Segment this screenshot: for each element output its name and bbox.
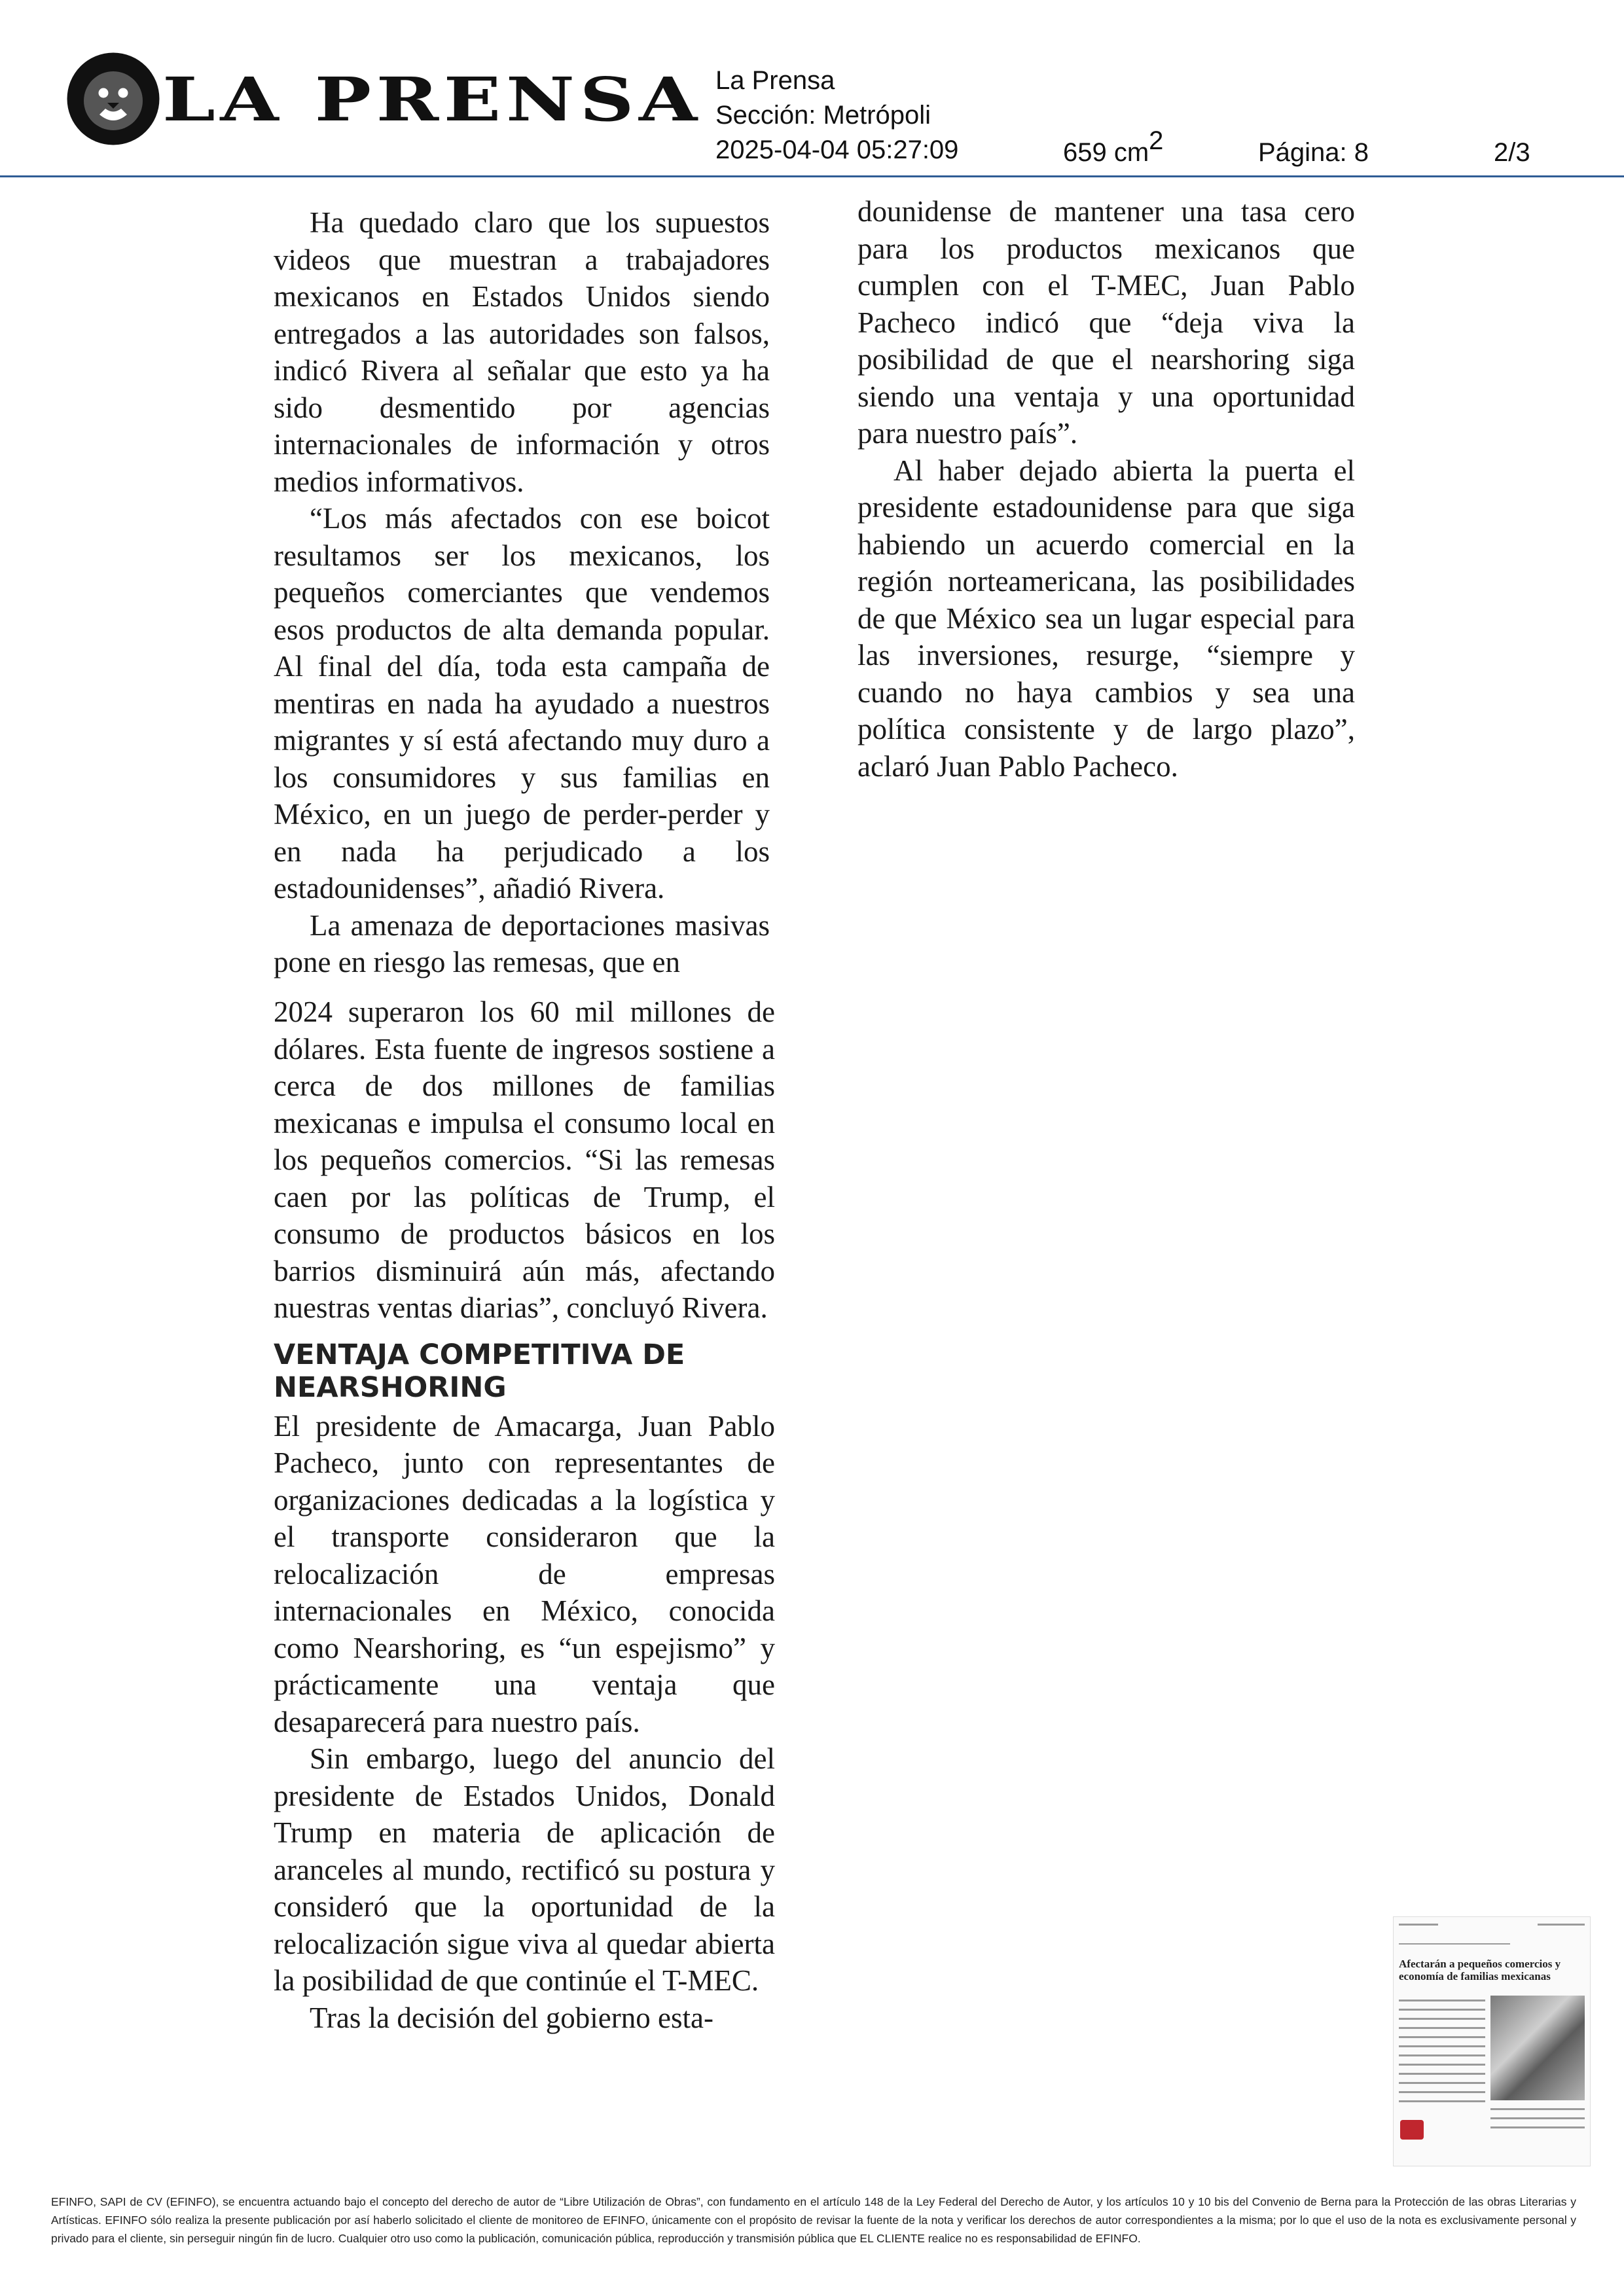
paragraph: “Los más afectados con ese boicot resultamos ser los mexicanos, los pequeños comerciantes que vendemos esos productos de alta demanda popular. Al final del día, toda esta campaña de mentiras en nada ha ayudado a nuestros migrantes y sí está afectando muy duro a los consumidores y sus familias en México, en un juego de perder-perder y en nada ha perjudicado a los estadounidenses”, añadió Rivera. <box>274 502 770 905</box>
paragraph: Tras la decisión del gobierno esta- <box>310 2001 713 2034</box>
paragraph: Ha quedado claro que los supuestos videos que muestran a trabajadores mexicanos en Estados Unidos siendo entregados a las autoridades son falsos, indicó Rivera al señalar que esto ya ha sido desmentido por agencias internacionales de información y otros medios informativos. <box>274 206 770 498</box>
area-value: 659 cm <box>1063 138 1149 167</box>
thumb-logo-icon <box>1400 2120 1424 2140</box>
thumb-text-line <box>1399 2036 1485 2038</box>
header-divider <box>0 175 1624 177</box>
paragraph: Sin embargo, luego del anuncio del presidente de Estados Unidos, Donald Trump en materia de aplicación de aranceles al mundo, rectificó su postura y consideró que la oportunidad de la relocalización sigue viva al quedar abierta la posibilidad de que continúe el T-MEC. <box>274 1742 775 1997</box>
article-column-1 <box>274 204 770 981</box>
thumb-text-line <box>1399 2045 1485 2047</box>
paragraph: Al haber dejado abierta la puerta el presidente estadounidense para que siga habiendo un acuerdo comercial en la región norteamericana, las posibilidades de que México sea un lugar especial para las inversiones, resurge, “siempre y cuando no haya cambios y sea una política consistente y de largo plazo”, aclaró Juan Pablo Pacheco. <box>857 454 1355 783</box>
page-number: Página: 8 <box>1258 138 1369 167</box>
thumb-masthead-line <box>1538 1924 1585 1926</box>
thumb-text-line <box>1490 2108 1585 2110</box>
thumb-headline: Afectarán a pequeños comercios y economía de familias mexicanas <box>1399 1958 1561 1982</box>
thumb-text-line <box>1399 2100 1485 2102</box>
lion-head-icon <box>64 50 162 148</box>
thumb-text-line <box>1399 2054 1485 2056</box>
thumb-text-line <box>1399 2064 1485 2066</box>
paragraph: El presidente de Amacarga, Juan Pablo Pacheco, junto con representantes de organizaciones dedicadas a la logística y el transporte consideraron que la relocalización de empresas internacionales en México, conocida como Nearshoring, es “un espejismo” y prácticamente una ventaja que desaparecerá para nuestro país. <box>274 1409 775 1738</box>
page-fraction: 2/3 <box>1494 138 1530 167</box>
article-column-3 <box>857 193 1355 785</box>
thumb-text-line <box>1399 2027 1485 2029</box>
thumb-photo <box>1490 1996 1585 2100</box>
copyright-disclaimer: EFINFO, SAPI de CV (EFINFO), se encuentra actuando bajo el concepto del derecho de autor de “Libre Utilización de Obras”, con fundamento en el artículo 148 de la Ley Federal del Derecho de Autor, y los artículos 10 y 10 bis del Convenio de Berna para la Protección de las obras Literarias y Artísticas. EFINFO sólo realiza la presente publicación por así haberlo solicitado el cliente de monitoreo de EFINFO, únicamente con el propósito de revisar la fuente de la nota y verificar los derechos de autor correspondientes a la misma; por lo que el uso de la nota es exclusivamente personal y privado para el cliente, sin perseguir ningún fin de lucro. Cualquier otro uso como la publicación, comunicación pública, reproducción y transmisión pública que EL CLIENTE realice no es responsabilidad de EFINFO. <box>51 2195 1576 2245</box>
brand-wordmark: LA PRENSA <box>162 64 702 135</box>
thumb-text-line <box>1399 2091 1485 2093</box>
publication-name: La Prensa <box>715 66 835 95</box>
newspaper-logo <box>64 47 702 152</box>
thumb-text-line <box>1399 2000 1485 2001</box>
section-label: Sección: Metrópoli <box>715 101 931 130</box>
paragraph: 2024 superaron los 60 mil millones de dólares. Esta fuente de ingresos sostiene a cerca de dos millones de familias mexicanas e impulsa el consumo local en los pequeños comercios. “Si las remesas caen por las políticas de Trump, el consumo de productos básicos en los barrios disminuirá aún más, afectando nuestras ventas diarias”, concluyó Rivera. <box>274 996 775 1324</box>
thumb-text-line <box>1399 2073 1485 2075</box>
thumb-kicker-line <box>1399 1943 1510 1945</box>
article-area <box>1063 126 1164 168</box>
article-column-2 <box>274 994 775 2036</box>
thumb-text-line <box>1399 2009 1485 2011</box>
thumb-text-line <box>1490 2117 1585 2119</box>
thumb-masthead-line <box>1399 1924 1438 1926</box>
thumb-text-line <box>1490 2126 1585 2128</box>
section-subheading: VENTAJA COMPETITIVA DE NEARSHORING <box>274 1338 685 1404</box>
thumb-text-line <box>1399 2018 1485 2020</box>
thumb-text-line <box>1399 2082 1485 2084</box>
area-exponent: 2 <box>1149 126 1164 155</box>
paragraph: dounidense de mantener una tasa cero para los productos mexicanos que cumplen con el T-MEC, Juan Pablo Pacheco indicó que “deja viva la posibilidad de que el nearshoring siga siendo una ventaja y una oportunidad para nuestro país”. <box>857 195 1355 450</box>
publication-datetime: 2025-04-04 05:27:09 <box>715 135 959 164</box>
page-thumbnail[interactable] <box>1393 1916 1591 2166</box>
paragraph: La amenaza de deportaciones masivas pone en riesgo las remesas, que en <box>274 908 770 978</box>
